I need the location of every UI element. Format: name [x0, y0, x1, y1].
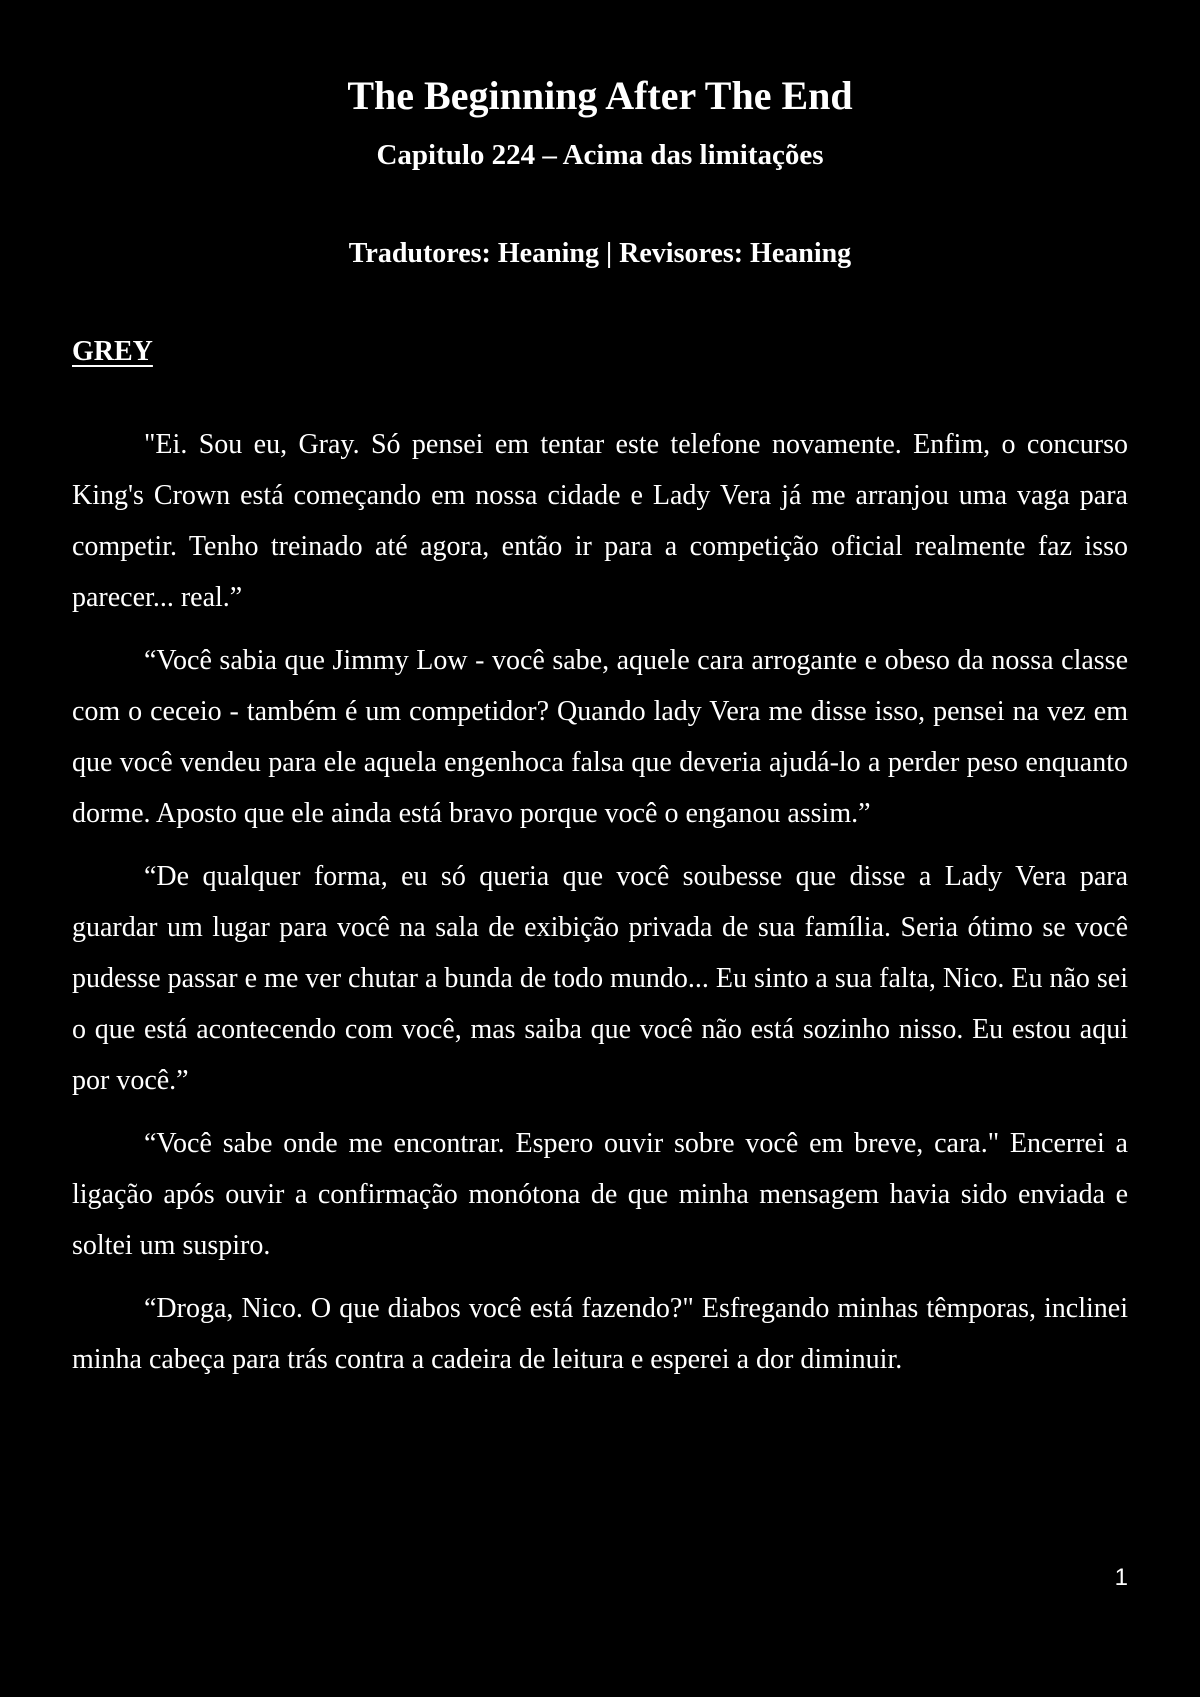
- page-number: 1: [1114, 1564, 1128, 1591]
- section-heading: GREY: [72, 336, 153, 367]
- paragraph: “De qualquer forma, eu só queria que você soubesse que disse a Lady Vera para guardar um lugar para você na sala de exibição privada de sua família. Seria ótimo se você pudesse passar e me ver chutar a bunda de todo mundo... Eu sinto a sua falta, Nico. Eu não sei o que está acontecendo com você, mas saiba que você não está sozinho nisso. Eu estou aqui por você.”: [72, 861, 1128, 1096]
- document-title: The Beginning After The End: [347, 73, 853, 118]
- credits-line: Tradutores: Heaning | Revisores: Heaning: [348, 238, 852, 269]
- body-text: [72, 419, 1128, 1397]
- chapter-title: Capitulo 224 – Acima das limitações: [376, 139, 824, 171]
- paragraph: “Você sabe onde me encontrar. Espero ouvir sobre você em breve, cara." Encerrei a ligação após ouvir a confirmação monótona de que minha mensagem havia sido enviada e soltei um suspiro.: [72, 1128, 1128, 1261]
- paragraph: “Você sabia que Jimmy Low - você sabe, aquele cara arrogante e obeso da nossa classe com o ceceio - também é um competidor? Quando lady Vera me disse isso, pensei na vez em que você vendeu para ele aquela engenhoca falsa que deveria ajudá-lo a perder peso enquanto dorme. Aposto que ele ainda está bravo porque você o enganou assim.”: [72, 645, 1128, 829]
- paragraph: “Droga, Nico. O que diabos você está fazendo?" Esfregando minhas têmporas, inclinei minha cabeça para trás contra a cadeira de leitura e esperei a dor diminuir.: [72, 1293, 1128, 1375]
- paragraph: "Ei. Sou eu, Gray. Só pensei em tentar este telefone novamente. Enfim, o concurso King's Crown está começando em nossa cidade e Lady Vera já me arranjou uma vaga para competir. Tenho treinado até agora, então ir para a competição oficial realmente faz isso parecer... real.”: [72, 429, 1128, 613]
